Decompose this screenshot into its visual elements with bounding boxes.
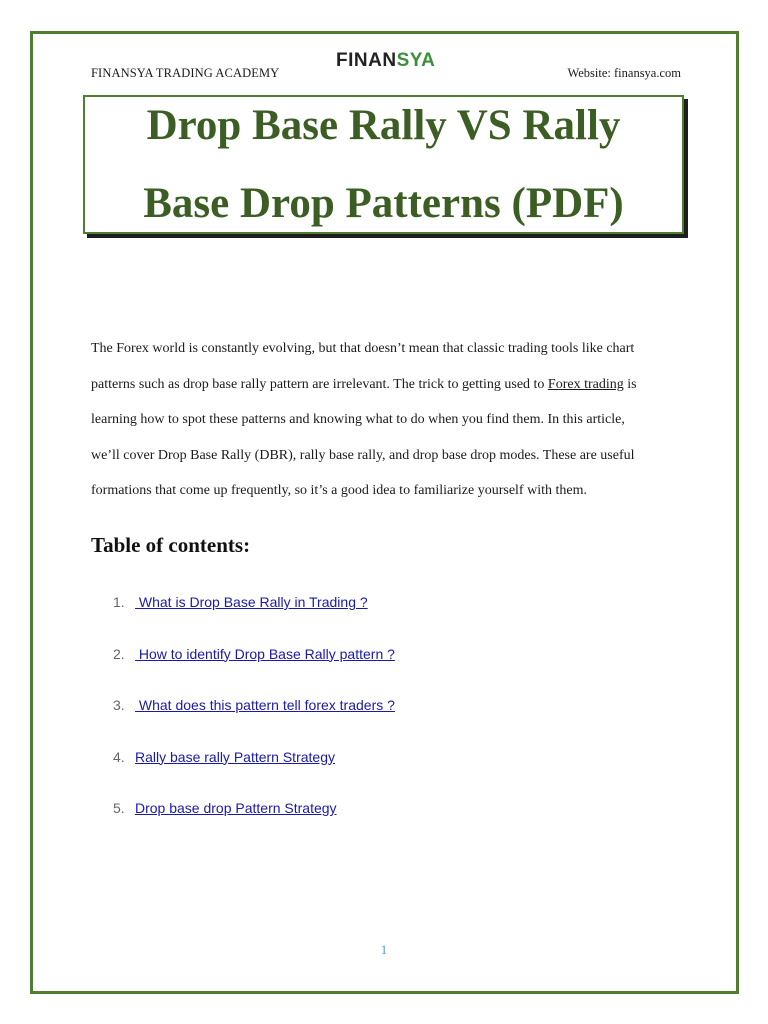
intro-line-2	[91, 367, 681, 403]
toc-item-number: 1.	[113, 594, 125, 610]
toc-link-what-is-dbr[interactable]: What is Drop Base Rally in Trading ?	[135, 594, 368, 610]
toc-heading: Table of contents:	[91, 533, 251, 557]
toc-item-number: 4.	[113, 748, 125, 765]
logo-text-main: FINAN	[336, 50, 397, 71]
toc-link-rally-base-rally[interactable]: Rally base rally Pattern Strategy	[135, 748, 335, 765]
forex-trading-link[interactable]: Forex trading	[547, 376, 624, 392]
toc-link-pattern-meaning[interactable]: What does this pattern tell forex traders ?	[135, 697, 395, 713]
intro-line-2-text: patterns such as drop base rally pattern are irrelevant. The trick to getting used to	[91, 376, 548, 392]
toc-item-number: 5.	[113, 800, 125, 816]
toc-link-identify-dbr[interactable]: How to identify Drop Base Rally pattern ?	[135, 645, 395, 662]
toc-item	[113, 697, 395, 749]
toc-item	[113, 594, 395, 646]
logo-text-accent: SYA	[396, 50, 436, 71]
header-academy-name: FINANSYA TRADING ACADEMY	[91, 66, 280, 80]
toc-item	[113, 749, 395, 801]
toc-item-number: 2.	[113, 645, 125, 662]
toc-item-number: 3.	[113, 697, 125, 713]
intro-line-1: The Forex world is constantly evolving, but that doesn’t mean that classic trading tools like chart	[91, 341, 635, 356]
toc-link-drop-base-drop[interactable]: Drop base drop Pattern Strategy	[135, 800, 337, 816]
intro-line-3: learning how to spot these patterns and knowing what to do when you find them. In this article,	[91, 412, 625, 427]
toc-item	[113, 646, 395, 698]
toc-list	[113, 594, 395, 852]
intro-line-5: formations that come up frequently, so it’s a good idea to familiarize yourself with them.	[91, 483, 587, 498]
page-number: 1	[380, 942, 388, 957]
toc-item	[113, 800, 395, 852]
intro-line-4: we’ll cover Drop Base Rally (DBR), rally base rally, and drop base drop modes. These are useful	[91, 447, 635, 463]
title-line-1: Drop Base Rally VS Rally	[146, 101, 621, 149]
intro-line-2-end: is	[623, 376, 637, 392]
finansya-logo	[336, 50, 435, 72]
header-website: Website: finansya.com	[567, 66, 681, 80]
title-box	[83, 95, 684, 234]
intro-paragraph	[91, 331, 681, 509]
title-line-2: Base Drop Patterns (PDF)	[143, 179, 624, 227]
